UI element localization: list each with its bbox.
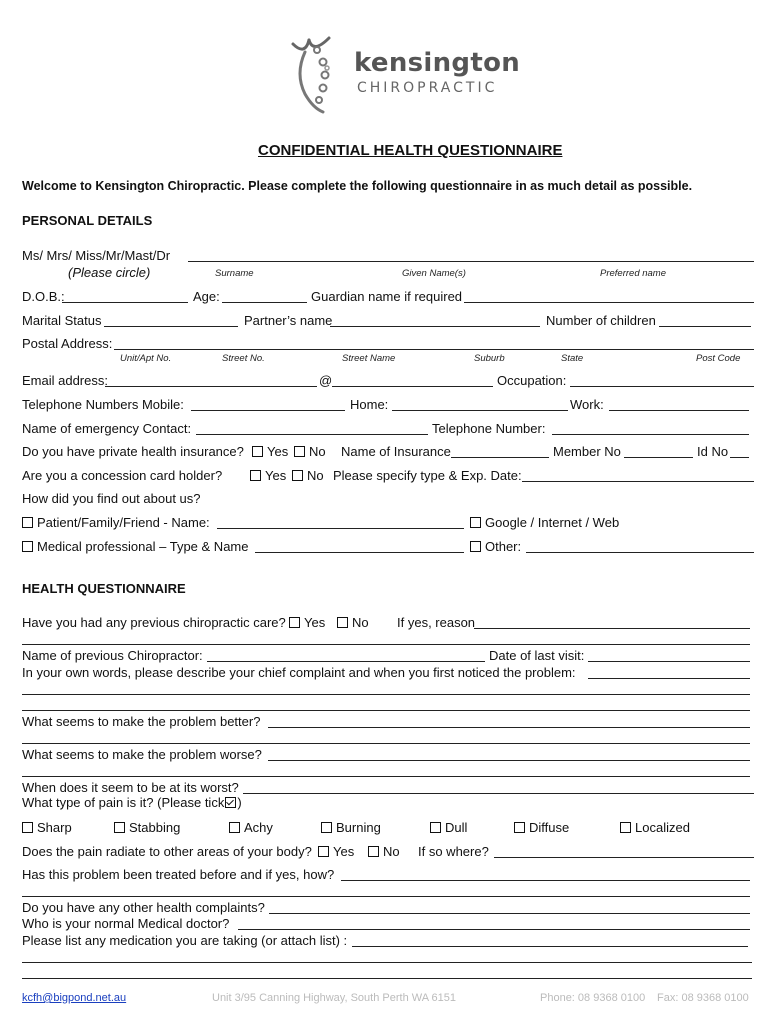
worse-label: What seems to make the problem worse? xyxy=(22,747,262,762)
prev-chiro-field[interactable] xyxy=(207,661,485,662)
patient-friend-label: Patient/Family/Friend - Name: xyxy=(37,515,210,530)
last-visit-label: Date of last visit: xyxy=(489,648,585,663)
pain-burning-checkbox[interactable] xyxy=(321,822,332,833)
email-label: Email address: xyxy=(22,373,108,388)
pain-sharp[interactable] xyxy=(22,820,72,835)
medication-field[interactable] xyxy=(352,946,748,947)
reason-field[interactable] xyxy=(474,628,750,629)
when-worst-label: When does it seem to be at its worst? xyxy=(22,780,239,795)
pain-diffuse-label: Diffuse xyxy=(529,820,570,835)
better-field-2[interactable] xyxy=(22,743,750,744)
pain-type-end: ) xyxy=(237,795,242,810)
other-option[interactable] xyxy=(470,539,521,554)
footer-fax: Fax: 08 9368 0100 xyxy=(657,992,749,1004)
better-label: What seems to make the problem better? xyxy=(22,714,261,729)
email-user-field[interactable] xyxy=(105,386,317,387)
emergency-phone-field[interactable] xyxy=(552,434,749,435)
title-label: Ms/ Mrs/ Miss/Mr/Mast/Dr xyxy=(22,248,171,263)
please-circle: (Please circle) xyxy=(68,265,151,280)
surname-caption: Surname xyxy=(215,268,254,279)
insurance-question: Do you have private health insurance? xyxy=(22,444,244,459)
worse-field[interactable] xyxy=(268,760,750,761)
if-so-label: If so where? xyxy=(418,844,489,859)
radiate-where-field[interactable] xyxy=(494,857,754,858)
insurance-yes[interactable] xyxy=(252,444,288,459)
radiate-question: Does the pain radiate to other areas of your body? xyxy=(22,844,312,859)
radiate-no[interactable] xyxy=(368,844,400,859)
id-no-field[interactable] xyxy=(730,457,749,458)
guardian-label: Guardian name if required xyxy=(311,289,463,304)
page-title: CONFIDENTIAL HEALTH QUESTIONNAIRE xyxy=(258,142,563,159)
prev-chiro-label: Name of previous Chiropractor: xyxy=(22,648,203,663)
complaint-field-2[interactable] xyxy=(22,694,750,695)
pain-diffuse[interactable] xyxy=(514,820,569,835)
guardian-field[interactable] xyxy=(464,302,754,303)
pain-achy-label: Achy xyxy=(244,820,273,835)
concession-no-label: No xyxy=(307,468,324,483)
pain-achy[interactable] xyxy=(229,820,273,835)
occupation-field[interactable] xyxy=(570,386,754,387)
logo-wordmark: kensington xyxy=(354,48,521,78)
postal-field[interactable] xyxy=(114,349,754,350)
footer-phone: Phone: 08 9368 0100 xyxy=(540,992,646,1004)
tel-mobile-label: Telephone Numbers Mobile: xyxy=(22,397,184,412)
pain-dull[interactable] xyxy=(430,820,467,835)
other-complaints-field[interactable] xyxy=(269,913,750,914)
concession-no[interactable] xyxy=(292,468,324,483)
radiate-no-checkbox[interactable] xyxy=(368,846,379,857)
work-phone-field[interactable] xyxy=(609,410,749,411)
last-visit-field[interactable] xyxy=(588,661,750,662)
specify-label: Please specify type & Exp. Date: xyxy=(333,468,522,483)
better-field[interactable] xyxy=(268,727,750,728)
children-label: Number of children xyxy=(546,313,656,328)
id-no-label: Id No xyxy=(697,444,729,459)
home-label: Home: xyxy=(350,397,389,412)
name-field[interactable] xyxy=(188,261,754,262)
insurance-yes-label: Yes xyxy=(267,444,289,459)
medical-prof-checkbox[interactable] xyxy=(22,541,33,552)
prev-care-question: Have you had any previous chiropractic care? xyxy=(22,615,286,630)
tick-example-icon xyxy=(225,797,236,808)
marital-label: Marital Status xyxy=(22,313,102,328)
treated-label: Has this problem been treated before and if yes, how? xyxy=(22,867,335,882)
pain-stabbing-checkbox[interactable] xyxy=(114,822,125,833)
member-no-label: Member No xyxy=(553,444,621,459)
emergency-field[interactable] xyxy=(196,434,428,435)
pain-dull-label: Dull xyxy=(445,820,468,835)
concession-yes[interactable] xyxy=(250,468,286,483)
radiate-yes[interactable] xyxy=(318,844,354,859)
medical-prof-option[interactable] xyxy=(22,539,248,554)
when-worst-field[interactable] xyxy=(243,793,754,794)
concession-yes-checkbox[interactable] xyxy=(250,470,261,481)
age-label: Age: xyxy=(193,289,220,304)
member-no-field[interactable] xyxy=(624,457,693,458)
pain-localized[interactable] xyxy=(620,820,690,835)
prev-care-yes-label: Yes xyxy=(304,615,326,630)
complaint-field-3[interactable] xyxy=(22,710,750,711)
unit-caption: Unit/Apt No. xyxy=(120,353,172,364)
pain-type-label xyxy=(22,795,242,810)
radiate-no-label: No xyxy=(383,844,400,859)
reason-field-2[interactable] xyxy=(22,644,750,645)
pain-dull-checkbox[interactable] xyxy=(430,822,441,833)
tel-number-label: Telephone Number: xyxy=(432,421,546,436)
medical-prof-field[interactable] xyxy=(255,552,464,553)
radiate-yes-checkbox[interactable] xyxy=(318,846,329,857)
pain-localized-label: Localized xyxy=(635,820,690,835)
home-phone-field[interactable] xyxy=(392,410,568,411)
pain-diffuse-checkbox[interactable] xyxy=(514,822,525,833)
postcode-caption: Post Code xyxy=(696,353,741,364)
footer-email-link[interactable]: kcfh@bigpond.net.au xyxy=(22,992,127,1004)
logo-subtitle: CHIROPRACTIC xyxy=(357,80,498,96)
complaint-field[interactable] xyxy=(588,678,750,679)
prev-care-no[interactable] xyxy=(337,615,369,630)
concession-yes-label: Yes xyxy=(265,468,287,483)
pain-burning[interactable] xyxy=(321,820,381,835)
state-caption: State xyxy=(561,353,584,364)
google-checkbox[interactable] xyxy=(470,517,481,528)
preferred-name-caption: Preferred name xyxy=(600,268,667,279)
dob-label: D.O.B.: xyxy=(22,289,65,304)
pain-localized-checkbox[interactable] xyxy=(620,822,631,833)
medication-field-2[interactable] xyxy=(22,962,752,963)
street-no-caption: Street No. xyxy=(222,353,265,364)
own-words-label: In your own words, please describe your chief complaint and when you first noticed the problem: xyxy=(22,665,576,680)
concession-no-checkbox[interactable] xyxy=(292,470,303,481)
postal-label: Postal Address: xyxy=(22,336,113,351)
suburb-caption: Suburb xyxy=(474,353,505,364)
worse-field-2[interactable] xyxy=(22,776,750,777)
concession-question: Are you a concession card holder? xyxy=(22,468,223,483)
treated-field-2[interactable] xyxy=(22,896,750,897)
insurance-name-field[interactable] xyxy=(451,457,549,458)
prev-care-yes-checkbox[interactable] xyxy=(289,617,300,628)
email-at: @ xyxy=(319,373,333,388)
section-heading-health: HEALTH QUESTIONNAIRE xyxy=(22,581,186,596)
marital-field[interactable] xyxy=(104,326,238,327)
logo-figure-icon xyxy=(283,34,345,118)
footer-address: Unit 3/95 Canning Highway, South Perth WA 6151 xyxy=(212,992,456,1004)
other-complaints-label: Do you have any other health complaints? xyxy=(22,900,265,915)
treated-field[interactable] xyxy=(341,880,750,881)
patient-friend-field[interactable] xyxy=(217,528,464,529)
medical-prof-label: Medical professional – Type & Name xyxy=(37,539,249,554)
medication-field-3[interactable] xyxy=(22,978,752,979)
insurance-yes-checkbox[interactable] xyxy=(252,446,263,457)
doctor-label: Who is your normal Medical doctor? xyxy=(22,916,230,931)
find-question: How did you find out about us? xyxy=(22,491,201,506)
doctor-field[interactable] xyxy=(238,929,750,930)
partner-label: Partner’s name xyxy=(244,313,333,328)
insurance-no[interactable] xyxy=(294,444,326,459)
if-yes-reason-label: If yes, reason xyxy=(397,615,476,630)
mobile-field[interactable] xyxy=(191,410,345,411)
emergency-label: Name of emergency Contact: xyxy=(22,421,192,436)
logo xyxy=(283,34,521,119)
welcome-text: Welcome to Kensington Chiropractic. Please complete the following questionnaire in as much detail as possible. xyxy=(22,179,693,193)
email-domain-field[interactable] xyxy=(332,386,493,387)
work-label: Work: xyxy=(570,397,604,412)
prev-care-yes[interactable] xyxy=(289,615,325,630)
section-heading-personal: PERSONAL DETAILS xyxy=(22,213,153,228)
prev-care-no-label: No xyxy=(352,615,369,630)
pain-sharp-label: Sharp xyxy=(37,820,72,835)
concession-details-field[interactable] xyxy=(522,481,754,482)
footer-email[interactable] xyxy=(22,992,126,1004)
pain-sharp-checkbox[interactable] xyxy=(22,822,33,833)
age-field[interactable] xyxy=(222,302,307,303)
insurance-no-label: No xyxy=(309,444,326,459)
children-field[interactable] xyxy=(659,326,751,327)
pain-achy-checkbox[interactable] xyxy=(229,822,240,833)
pain-burning-label: Burning xyxy=(336,820,381,835)
pain-type-text: What type of pain is it? (Please tick xyxy=(22,795,225,810)
pain-stabbing[interactable] xyxy=(114,820,180,835)
partner-field[interactable] xyxy=(330,326,540,327)
google-label: Google / Internet / Web xyxy=(485,515,620,530)
street-name-caption: Street Name xyxy=(342,353,396,364)
other-label: Other: xyxy=(485,539,522,554)
insurance-no-checkbox[interactable] xyxy=(294,446,305,457)
pain-stabbing-label: Stabbing xyxy=(129,820,181,835)
given-name-caption: Given Name(s) xyxy=(402,268,466,279)
medication-label: Please list any medication you are taking (or attach list) : xyxy=(22,933,348,948)
prev-care-no-checkbox[interactable] xyxy=(337,617,348,628)
patient-friend-option[interactable] xyxy=(22,515,210,530)
occupation-label: Occupation: xyxy=(497,373,567,388)
other-checkbox[interactable] xyxy=(470,541,481,552)
patient-friend-checkbox[interactable] xyxy=(22,517,33,528)
other-field[interactable] xyxy=(526,552,754,553)
insurance-name-label: Name of Insurance xyxy=(341,444,451,459)
radiate-yes-label: Yes xyxy=(333,844,355,859)
dob-field[interactable] xyxy=(62,302,188,303)
google-option[interactable] xyxy=(470,515,619,530)
